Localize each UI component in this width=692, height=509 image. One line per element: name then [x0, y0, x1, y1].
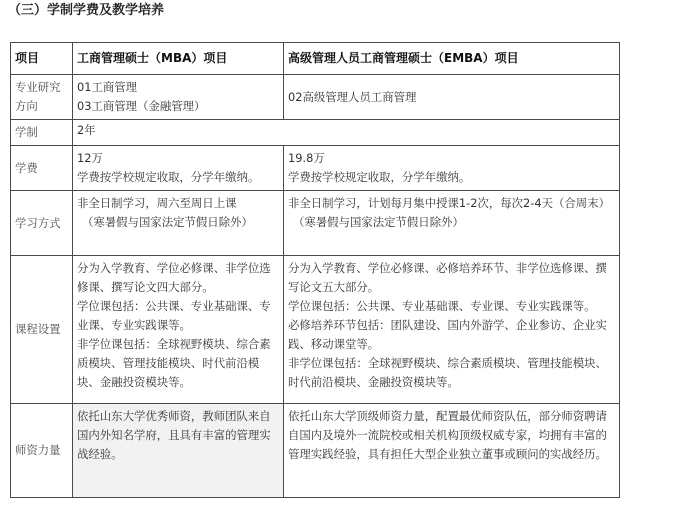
- emba-study-mode-cell: [284, 191, 620, 256]
- mba-study-mode-line: 非全日制学习，周六至周日上课: [77, 196, 237, 210]
- mba-tuition-amount: 12万: [77, 151, 103, 165]
- header-item: 项目: [11, 43, 73, 75]
- row-label-duration: 学制: [11, 120, 73, 146]
- header-emba: 高级管理人员工商管理硕士（EMBA）项目: [284, 43, 620, 75]
- mba-curriculum-para: 非学位课包括：全球视野模块、综合素质模块、管理技能模块、时代前沿模块、金融投资模块等。: [77, 337, 271, 389]
- mba-curriculum-para: 分为入学教育、学位必修课、非学位选修课、撰写论文四大部分。: [77, 261, 271, 294]
- mba-faculty-text: 依托山东大学优秀师资，教师团队来自国内外知名学府，且具有丰富的管理实战经验。: [77, 409, 271, 461]
- mba-study-mode-cell: [73, 191, 284, 256]
- header-mba: 工商管理硕士（MBA）项目: [73, 43, 284, 75]
- mba-faculty-cell: [73, 404, 284, 498]
- mba-direction-line: 03工商管理（金融管理）: [77, 99, 206, 113]
- emba-faculty-text: 依托山东大学顶级师资力量，配置最优师资队伍，部分师资聘请自国内及境外一流院校或相关机构顶级权威专家，均拥有丰富的管理实践经验，具有担任大型企业独立董事或顾问的实战经历。: [288, 409, 607, 461]
- mba-curriculum-cell: [73, 256, 284, 404]
- emba-curriculum-para: 非学位课包括：全球视野模块、综合素质模块、管理技能模块、时代前沿模块、金融投资模块等。: [288, 356, 607, 389]
- emba-curriculum-para: 必修培养环节包括：团队建设、国内外游学、企业参访、企业实践、移动课堂等。: [288, 318, 607, 351]
- table-row-curriculum: [11, 256, 620, 404]
- mba-curriculum-para: 学位课包括：公共课、专业基础课、专业课、专业实践课等。: [77, 299, 271, 332]
- row-label-study-mode: 学习方式: [11, 191, 73, 256]
- row-label-tuition: 学费: [11, 146, 73, 191]
- emba-tuition-cell: [284, 146, 620, 191]
- emba-direction-line: 02高级管理人员工商管理: [288, 89, 417, 104]
- emba-study-mode-line: 非全日制学习，计划每月集中授课1-2次，每次2-4天（合周末）: [288, 196, 610, 210]
- mba-tuition-cell: [73, 146, 284, 191]
- table-header-row: [11, 43, 620, 75]
- emba-direction-cell: [284, 75, 620, 120]
- table-row-tuition: [11, 146, 620, 191]
- section-title: （三）学制学费及教学培养: [8, 3, 165, 18]
- emba-faculty-cell: [284, 404, 620, 498]
- row-label-faculty: 师资力量: [11, 404, 73, 498]
- mba-direction-line: 01工商管理: [77, 80, 138, 94]
- emba-curriculum-cell: [284, 256, 620, 404]
- mba-tuition-note: 学费按学校规定收取，分学年缴纳。: [77, 170, 260, 184]
- table-row-faculty: [11, 404, 620, 498]
- emba-tuition-note: 学费按学校规定收取，分学年缴纳。: [288, 170, 471, 184]
- emba-tuition-amount: 19.8万: [288, 151, 325, 165]
- emba-curriculum-para: 分为入学教育、学位必修课、必修培养环节、非学位选修课、撰写论文五大部分。: [288, 261, 607, 294]
- table-row-direction: [11, 75, 620, 120]
- table-row-study-mode: [11, 191, 620, 256]
- emba-study-mode-note: （寒暑假与国家法定节假日除外）: [293, 215, 464, 229]
- table-row-duration: [11, 120, 620, 146]
- emba-curriculum-para: 学位课包括：公共课、专业基础课、专业课、专业实践课等。: [288, 299, 596, 313]
- mba-direction-cell: [73, 75, 284, 120]
- row-label-curriculum: 课程设置: [11, 256, 73, 404]
- row-label-direction: 专业研究方向: [11, 75, 73, 120]
- duration-cell: 2年: [73, 120, 620, 146]
- mba-study-mode-note: （寒暑假与国家法定节假日除外）: [82, 215, 253, 229]
- program-comparison-table: [10, 42, 620, 498]
